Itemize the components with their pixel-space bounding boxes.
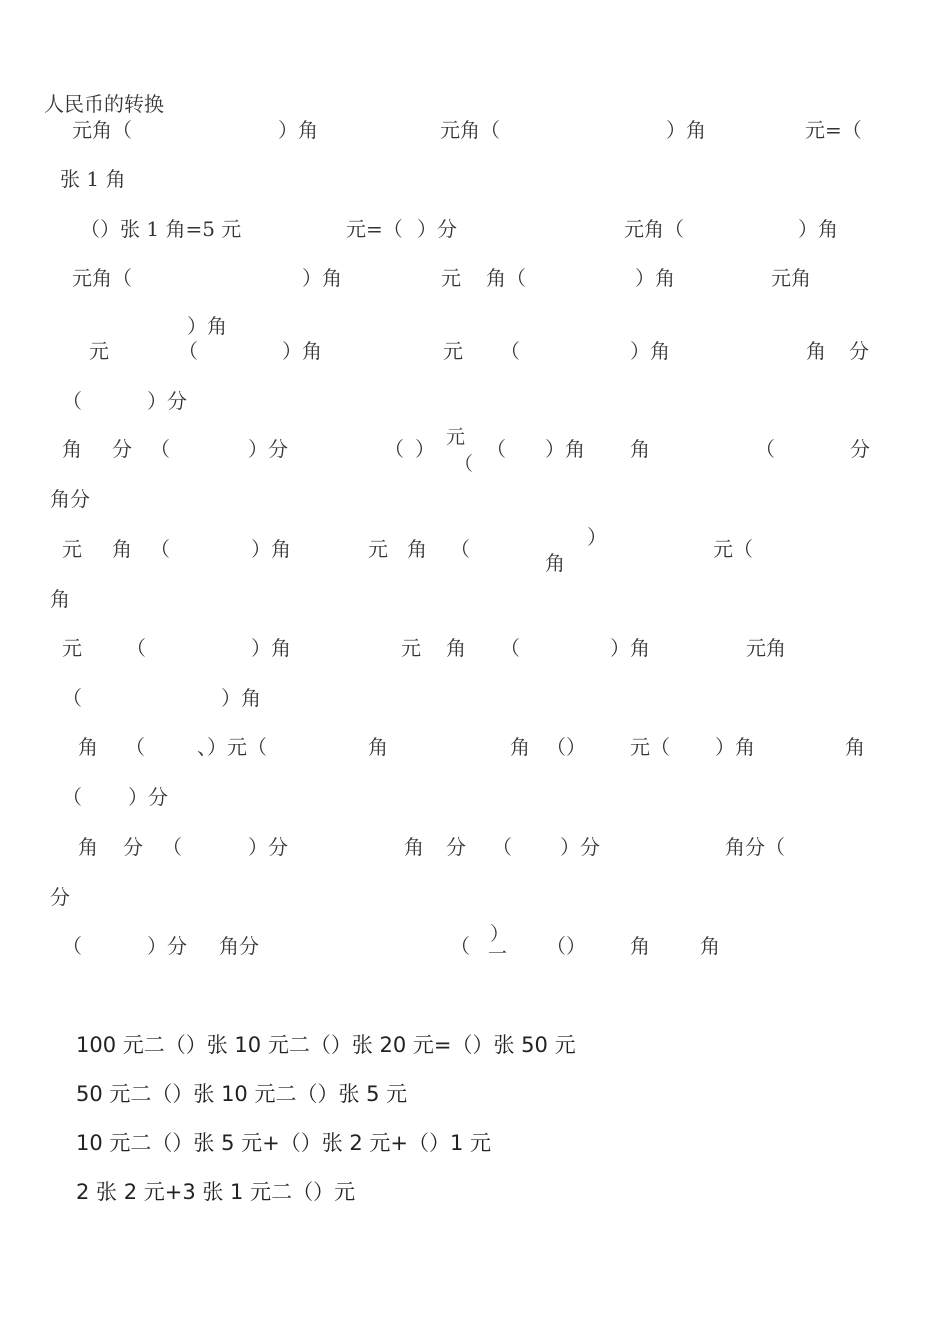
text-fragment: （ bbox=[62, 785, 82, 809]
text-fragment: ）分 bbox=[417, 217, 457, 241]
text-fragment: 、）元（ bbox=[197, 735, 267, 759]
text-fragment: 元=（ bbox=[346, 217, 403, 241]
exercise-sentence: 2 张 2 元+3 张 1 元二（）元 bbox=[76, 1180, 356, 1204]
text-fragment: ）角 bbox=[278, 118, 318, 142]
text-fragment: ） bbox=[490, 923, 510, 945]
text-fragment: 元角（ bbox=[72, 118, 132, 142]
text-fragment: 一 bbox=[488, 943, 508, 965]
text-fragment: （ bbox=[150, 537, 170, 561]
text-fragment: （ bbox=[62, 389, 82, 413]
text-fragment: 元 bbox=[368, 537, 388, 561]
text-fragment: ）分 bbox=[248, 835, 288, 859]
text-fragment: （ bbox=[384, 437, 404, 461]
text-fragment: （ bbox=[450, 934, 470, 958]
text-fragment: （ bbox=[454, 453, 474, 475]
text-fragment: 元角（ bbox=[440, 118, 500, 142]
text-fragment: （ bbox=[150, 437, 170, 461]
text-fragment: ）角 bbox=[251, 537, 291, 561]
text-fragment: ）角 bbox=[666, 118, 706, 142]
text-fragment: 分 bbox=[849, 339, 869, 363]
text-fragment: 元 bbox=[443, 339, 463, 363]
text-fragment: 角分 bbox=[219, 934, 259, 958]
text-fragment: ）角 bbox=[282, 339, 322, 363]
text-fragment: 角 bbox=[510, 735, 530, 759]
text-fragment: 角 bbox=[630, 934, 650, 958]
text-fragment: （ bbox=[62, 686, 82, 710]
text-fragment: 角 bbox=[545, 551, 565, 575]
text-fragment: ）分 bbox=[248, 437, 288, 461]
text-fragment: 分 bbox=[50, 885, 70, 909]
text-fragment: ）分 bbox=[128, 785, 168, 809]
exercise-sentence: 100 元二（）张 10 元二（）张 20 元=（）张 50 元 bbox=[76, 1033, 576, 1057]
text-fragment: 元 bbox=[89, 339, 109, 363]
text-fragment: （ bbox=[178, 339, 198, 363]
text-fragment: ）分 bbox=[560, 835, 600, 859]
text-fragment: （）张 1 角=5 元 bbox=[80, 217, 242, 241]
text-fragment: 元（ bbox=[630, 735, 670, 759]
text-fragment: 元 bbox=[401, 636, 421, 660]
text-fragment: 角 bbox=[630, 437, 650, 461]
text-fragment: 角 bbox=[806, 339, 826, 363]
text-fragment: ）分 bbox=[147, 389, 187, 413]
text-fragment: 元 bbox=[446, 426, 466, 448]
text-fragment: 分 bbox=[123, 835, 143, 859]
text-fragment: 元（ bbox=[713, 537, 753, 561]
text-fragment: 元角（ bbox=[624, 217, 684, 241]
text-fragment: 角 bbox=[78, 735, 98, 759]
text-fragment: ） bbox=[587, 525, 607, 549]
text-fragment: 角 bbox=[404, 835, 424, 859]
text-fragment: 角 bbox=[78, 835, 98, 859]
text-fragment: 元角（ bbox=[72, 266, 132, 290]
text-fragment: 角分 bbox=[50, 487, 90, 511]
exercise-sentence: 50 元二（）张 10 元二（）张 5 元 bbox=[76, 1082, 408, 1106]
text-fragment: 角分（ bbox=[725, 835, 785, 859]
text-fragment: 分 bbox=[850, 437, 870, 461]
text-fragment: （ bbox=[125, 735, 145, 759]
exercise-sentence: 10 元二（）张 5 元+（）张 2 元+（）1 元 bbox=[76, 1131, 492, 1155]
text-fragment: （ bbox=[755, 437, 775, 461]
text-fragment: （） bbox=[546, 735, 586, 759]
text-fragment: 角 bbox=[50, 587, 70, 611]
text-fragment: ）角 bbox=[798, 217, 838, 241]
text-fragment: 角（ bbox=[486, 266, 526, 290]
text-fragment: ）角 bbox=[610, 636, 650, 660]
text-fragment: 角 bbox=[407, 537, 427, 561]
text-fragment: ）角 bbox=[221, 686, 261, 710]
text-fragment: （ bbox=[62, 934, 82, 958]
text-fragment: 角 bbox=[700, 934, 720, 958]
text-fragment: 元 bbox=[62, 537, 82, 561]
text-fragment: （ bbox=[162, 835, 182, 859]
text-fragment: ）角 bbox=[715, 735, 755, 759]
text-fragment: ）角 bbox=[630, 339, 670, 363]
text-fragment: ） bbox=[415, 437, 435, 461]
text-fragment: 角 bbox=[112, 537, 132, 561]
worksheet-title: 人民币的转换 bbox=[44, 92, 164, 116]
text-fragment: 元角 bbox=[746, 636, 786, 660]
text-fragment: 元 bbox=[441, 266, 461, 290]
text-fragment: ）角 bbox=[251, 636, 291, 660]
text-fragment: （ bbox=[486, 437, 506, 461]
text-fragment: （ bbox=[500, 339, 520, 363]
text-fragment: 分 bbox=[446, 835, 466, 859]
text-fragment: 分 bbox=[112, 437, 132, 461]
text-fragment: （ bbox=[492, 835, 512, 859]
text-fragment: 张 1 角 bbox=[60, 167, 126, 191]
text-fragment: 角 bbox=[845, 735, 865, 759]
text-fragment: 元角 bbox=[771, 266, 811, 290]
text-fragment: 角 bbox=[446, 636, 466, 660]
text-fragment: ）角 bbox=[545, 437, 585, 461]
text-fragment: ）分 bbox=[147, 934, 187, 958]
text-fragment: （） bbox=[546, 934, 586, 958]
text-fragment: （ bbox=[126, 636, 146, 660]
text-fragment: 角 bbox=[368, 735, 388, 759]
text-fragment: 角 bbox=[62, 437, 82, 461]
text-fragment: 元 bbox=[62, 636, 82, 660]
text-fragment: ）角 bbox=[302, 266, 342, 290]
text-fragment: （ bbox=[450, 537, 470, 561]
text-fragment: （ bbox=[500, 636, 520, 660]
text-fragment: 元=（ bbox=[805, 118, 862, 142]
text-fragment: ）角 bbox=[187, 314, 227, 338]
text-fragment: ）角 bbox=[635, 266, 675, 290]
